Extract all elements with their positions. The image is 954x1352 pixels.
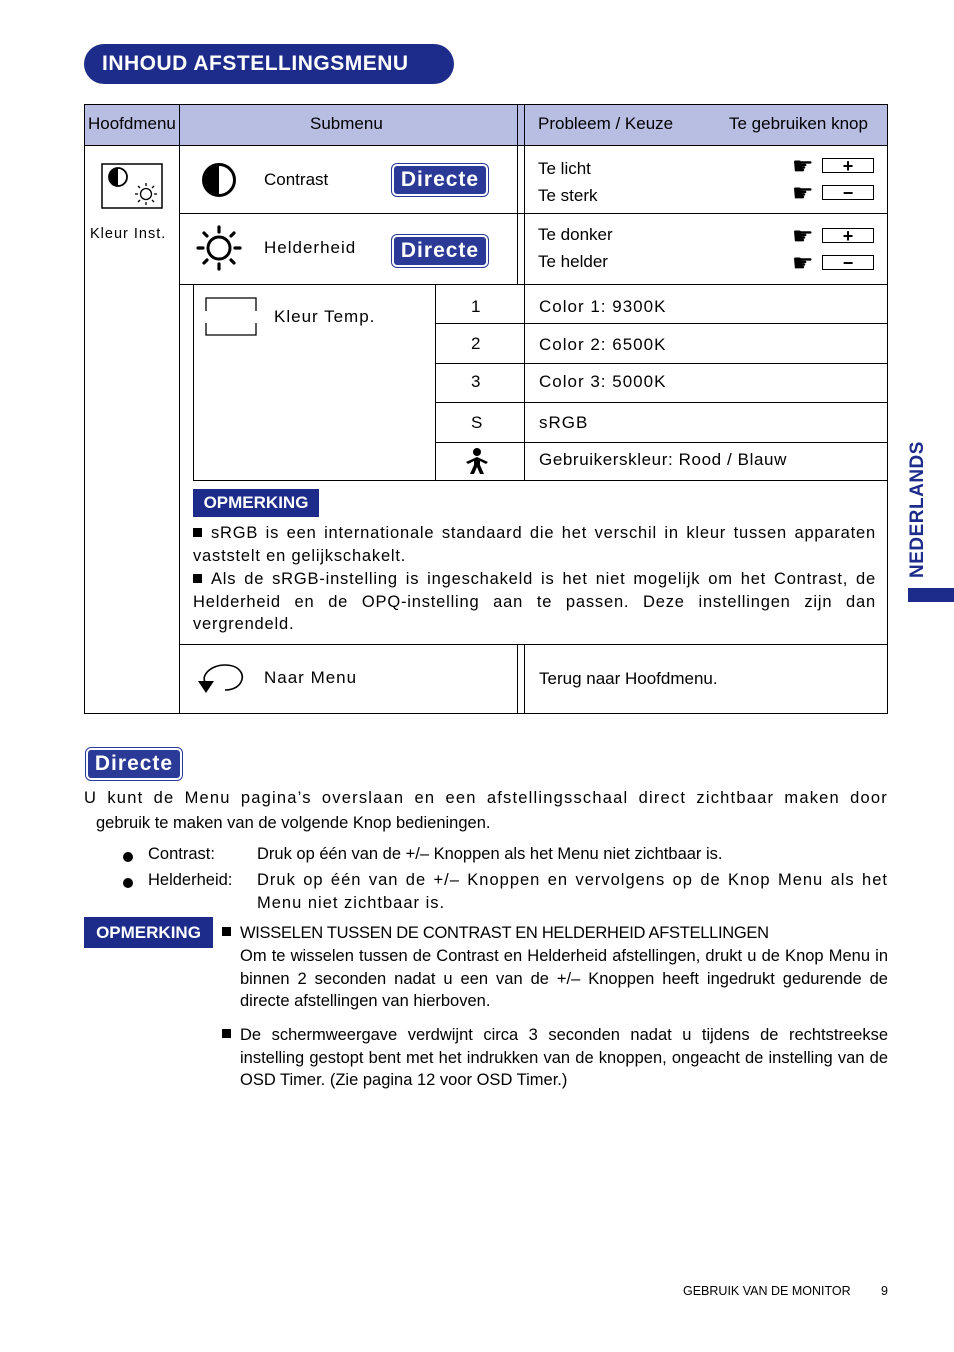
main-menu-label: Kleur Inst. bbox=[90, 226, 167, 242]
bullet-contrast-term: Contrast: bbox=[148, 845, 215, 863]
color-temp-key-1: 1 bbox=[471, 297, 481, 316]
pointing-hand-icon: ☛ bbox=[792, 180, 814, 207]
direct-intro-line-2: gebruik te maken van de volgende Knop bedieningen. bbox=[96, 814, 491, 832]
language-side-label: NEDERLANDS bbox=[907, 441, 928, 579]
header-button: Te gebruiken knop bbox=[729, 114, 868, 133]
bullet-brightness-desc: Druk op één van de +/– Knoppen en vervolgens op de Knop Menu als het Menu niet zichtbaar is. bbox=[257, 871, 888, 912]
color-temp-key-srgb: S bbox=[471, 413, 483, 432]
color-settings-icon bbox=[101, 163, 163, 209]
bottom-note-tag: OPMERKING bbox=[84, 917, 213, 948]
pointing-hand-icon: ☛ bbox=[792, 153, 814, 180]
color-temp-value-1: Color 1: 9300K bbox=[539, 297, 667, 316]
color-temp-value-user: Gebruikerskleur: Rood / Blauw bbox=[539, 450, 787, 469]
color-temp-label: Kleur Temp. bbox=[274, 307, 376, 326]
brightness-label: Helderheid bbox=[264, 238, 357, 257]
note-item-2-text: Als de sRGB-instelling is ingeschakeld is het niet mogelijk om het Contrast, de Helderheid en de OPQ-instelling aan te passen. Deze instellingen zijn dan vergrendeld. bbox=[193, 570, 876, 633]
direct-intro-line-1: U kunt de Menu pagina’s overslaan en een afstellingsschaal direct zichtbaar maken door bbox=[84, 789, 888, 807]
language-side-marker bbox=[908, 588, 954, 602]
bullet-brightness-term: Helderheid: bbox=[148, 871, 233, 889]
bottom-note-text-2: De schermweergave verdwijnt circa 3 seconden nadat u tijdens de rechtstreekse instelling gestopt bent met het indrukken van de knoppen, ongeacht de instelling van de OSD Timer. (Zie pagina 12 voor OSD Timer.) bbox=[240, 1026, 888, 1089]
contrast-option-1: Te licht bbox=[538, 159, 591, 178]
square-bullet bbox=[222, 927, 231, 936]
bullet-dot bbox=[123, 849, 133, 867]
minus-button-icon: − bbox=[822, 185, 874, 200]
return-icon bbox=[195, 662, 247, 696]
note-item-1 bbox=[193, 522, 876, 567]
pointing-hand-icon: ☛ bbox=[792, 223, 814, 250]
note-item-1-text: sRGB is een internationale standaard die het verschil in kleur tussen apparaten vaststelt en gelijkschakelt. bbox=[193, 524, 876, 565]
contrast-icon bbox=[201, 162, 237, 198]
page-title: INHOUD AFSTELLINGSMENU bbox=[84, 44, 454, 84]
back-result: Terug naar Hoofdmenu. bbox=[539, 669, 718, 688]
brightness-option-1: Te donker bbox=[538, 225, 613, 244]
color-temp-value-2: Color 2: 6500K bbox=[539, 335, 667, 354]
note-item-2 bbox=[193, 568, 876, 636]
header-submenu: Submenu bbox=[310, 114, 383, 133]
contrast-option-2: Te sterk bbox=[538, 186, 598, 205]
direct-section-badge: Directe bbox=[86, 748, 182, 780]
user-icon bbox=[463, 447, 491, 475]
plus-button-icon: + bbox=[822, 158, 874, 173]
pointing-hand-icon: ☛ bbox=[792, 250, 814, 277]
header-main-menu: Hoofdmenu bbox=[88, 114, 176, 133]
bullet-dot bbox=[123, 875, 133, 893]
bullet-contrast-desc: Druk op één van de +/– Knoppen als het Menu niet zichtbaar is. bbox=[257, 845, 723, 863]
color-temp-value-srgb: sRGB bbox=[539, 413, 589, 432]
color-temp-icon bbox=[205, 297, 257, 337]
minus-button-icon: − bbox=[822, 255, 874, 270]
back-label: Naar Menu bbox=[264, 668, 358, 687]
footer-label: GEBRUIK VAN DE MONITOR bbox=[683, 1284, 851, 1298]
color-temp-key-2: 2 bbox=[471, 334, 481, 353]
page-number: 9 bbox=[881, 1284, 888, 1298]
direct-badge-contrast: Directe bbox=[392, 164, 488, 196]
bottom-note-heading: WISSELEN TUSSEN DE CONTRAST EN HELDERHEID AFSTELLINGEN bbox=[240, 924, 769, 942]
plus-button-icon: + bbox=[822, 228, 874, 243]
bottom-note-text-1: Om te wisselen tussen de Contrast en Helderheid afstellingen, drukt u de Knop Menu in binnen 2 seconden nadat u een van de +/– Knoppen heeft ingedrukt gedurende de directe afstellingen van hierboven. bbox=[240, 947, 888, 1010]
color-temp-value-3: Color 3: 5000K bbox=[539, 372, 667, 391]
brightness-icon bbox=[196, 225, 242, 271]
direct-badge-brightness: Directe bbox=[392, 235, 488, 267]
square-bullet bbox=[222, 1029, 231, 1038]
header-problem: Probleem / Keuze bbox=[538, 114, 674, 133]
contrast-label: Contrast bbox=[264, 170, 329, 189]
color-temp-key-3: 3 bbox=[471, 372, 481, 391]
brightness-option-2: Te helder bbox=[538, 252, 608, 271]
note-tag: OPMERKING bbox=[193, 489, 319, 517]
